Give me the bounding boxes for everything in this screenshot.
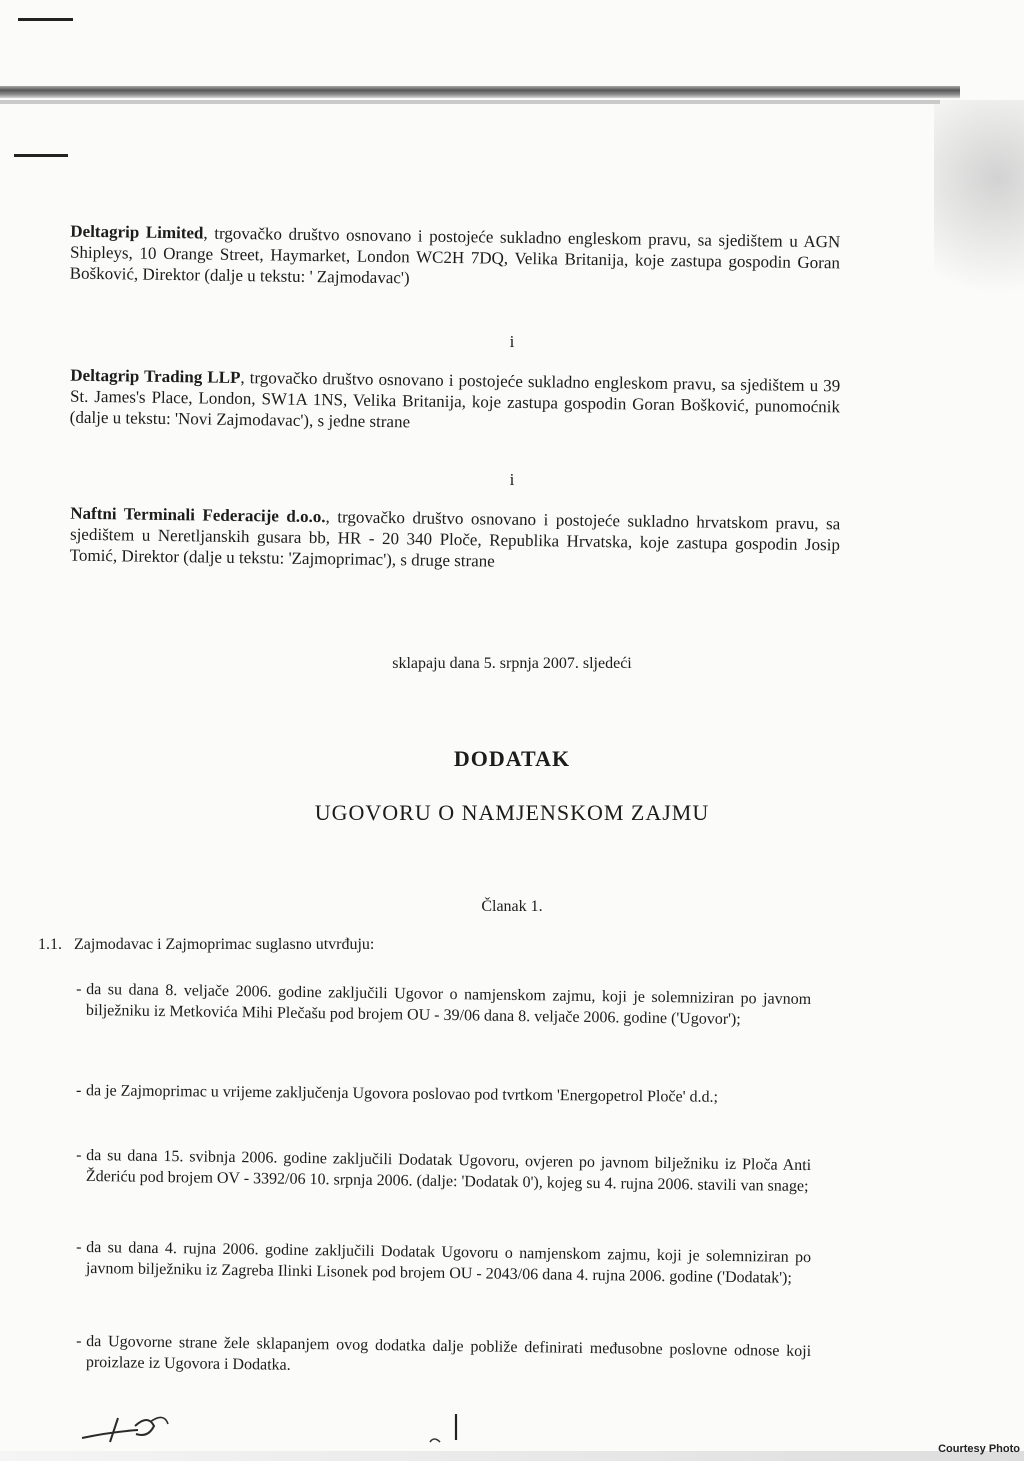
list-item-text: da je Zajmoprimac u vrijeme zaključenja Ugovora poslovao pod tvrtkom 'Energopetrol Ploče' d.d.;: [85, 1082, 719, 1106]
article-heading: Članak 1.: [481, 898, 543, 915]
list-item: - da su dana 15. svibnja 2006. godine zaključili Dodatak Ugovoru, ovjeren po javnom bilježniku iz Ploča Anti Žderiću pod brojem OV - 3392/06 10. srpnja 2006. (dalje: 'Dodatak 0'), kojeg su 4. rujna 2006. stavili van snage;: [76, 1146, 812, 1196]
party-3-text: , trgovačko društvo osnovano i postojeće sukladno hrvatskom pravu, sa sjedištem u Neretljanskih gusara bb, HR - 20 340 Ploče, Republika Hrvatska, koje zastupa gospodin Josip Tomić, Direktor (dalje u tekstu: 'Zajmoprimac'), s druge strane: [69, 507, 841, 571]
conclusion-line: sklapaju dana 5. srpnja 2007. sljedeći: [392, 655, 632, 672]
scan-artifact-bottom: [0, 1451, 1024, 1461]
clause-1-1: [38, 936, 374, 954]
clause-intro: Zajmodavac i Zajmoprimac suglasno utvrđuju:: [74, 936, 375, 953]
document-subtitle: UGOVORU O NAMJENSKOM ZAJMU: [314, 800, 710, 825]
list-item-text: da su dana 8. veljače 2006. godine zaključili Ugovor o namjenskom zajmu, koji je solemniziran po javnom bilježniku iz Metkovića Mihi Plečašu pod brojem OU - 39/06 dana 8. veljače 2006. godine ('Ugovor');: [85, 980, 812, 1029]
margin-mark: [14, 154, 68, 157]
list-item: - da su dana 8. veljače 2006. godine zaključili Ugovor o namjenskom zajmu, koji je solemniziran po javnom bilježniku iz Metkovića Mihi Plečašu pod brojem OU - 39/06 dana 8. veljače 2006. godine ('Ugovor');: [76, 980, 812, 1029]
party-1-name: Deltagrip Limited: [70, 221, 204, 243]
separator-2: i: [509, 470, 515, 489]
party-3-name: Naftni Terminali Federacije d.o.o.: [70, 503, 326, 527]
party-1-text: , trgovačko društvo osnovano i postojeće sukladno engleskom pravu, sa sjedištem u AGN Shipleys, 10 Orange Street, Haymarket, London WC2H 7DQ, Velika Britanija, koje zastupa gospodin Goran Bošković, Direktor (dalje u tekstu: ' Zajmodavac'): [69, 223, 841, 288]
list-item-text: da su dana 4. rujna 2006. godine zaključili Dodatak Ugovoru o namjenskom zajmu, koji je solemniziran po javnom bilježniku iz Zagreba Ilinki Lisonek pod brojem OU - 2043/06 dana 4. rujna 2006. godine ('Dodatak');: [85, 1238, 812, 1287]
scan-artifact-top-line: [0, 100, 940, 104]
party-2-text: , trgovačko društvo osnovano i postojeće sukladno engleskom pravu, sa sjedištem u 39 St. James's Place, London, SW1A 1NS, Velika Britanija, koje zastupa gospodin Goran Bošković, punomoćnik (dalje u tekstu: 'Novi Zajmodavac'), s jedne strane: [69, 368, 841, 432]
photo-credit: Courtesy Photo: [938, 1443, 1020, 1455]
list-item: - da su dana 4. rujna 2006. godine zaključili Dodatak Ugovoru o namjenskom zajmu, koji je solemniziran po javnom bilježniku iz Zagreba Ilinki Lisonek pod brojem OU - 2043/06 dana 4. rujna 2006. godine ('Dodatak');: [76, 1238, 812, 1287]
margin-mark: [18, 18, 73, 21]
party-2: [70, 365, 841, 439]
signature-initials: [80, 1408, 180, 1448]
document-title: DODATAK: [453, 746, 571, 771]
party-2-name: Deltagrip Trading LLP: [70, 365, 241, 388]
list-item: - da je Zajmoprimac u vrijeme zaključenja Ugovora poslovao pod tvrtkom 'Energopetrol Ploče' d.d.;: [75, 1082, 719, 1106]
list-item-text: da su dana 15. svibnja 2006. godine zaključili Dodatak Ugovoru, ovjeren po javnom bilježniku iz Ploča Anti Žderiću pod brojem OV - 3392/06 10. srpnja 2006. (dalje: 'Dodatak 0'), kojeg su 4. rujna 2006. stavili van snage;: [85, 1146, 812, 1196]
scan-noise: [934, 100, 1024, 360]
page-mark: [420, 1412, 480, 1452]
scan-artifact-top: [0, 86, 960, 98]
separator-1: i: [509, 332, 515, 351]
clause-label: 1.1.: [38, 936, 62, 953]
party-3: [70, 503, 841, 577]
list-item-text: da Ugovorne strane žele sklapanjem ovog dodatka dalje pobliže definirati međusobne poslovne odnose koji proizlaze iz Ugovora i Dodatka.: [85, 1332, 812, 1374]
party-1: [70, 221, 841, 295]
list-item: - da Ugovorne strane žele sklapanjem ovog dodatka dalje pobliže definirati međusobne poslovne odnose koji proizlaze iz Ugovora i Dodatka.: [76, 1332, 812, 1374]
